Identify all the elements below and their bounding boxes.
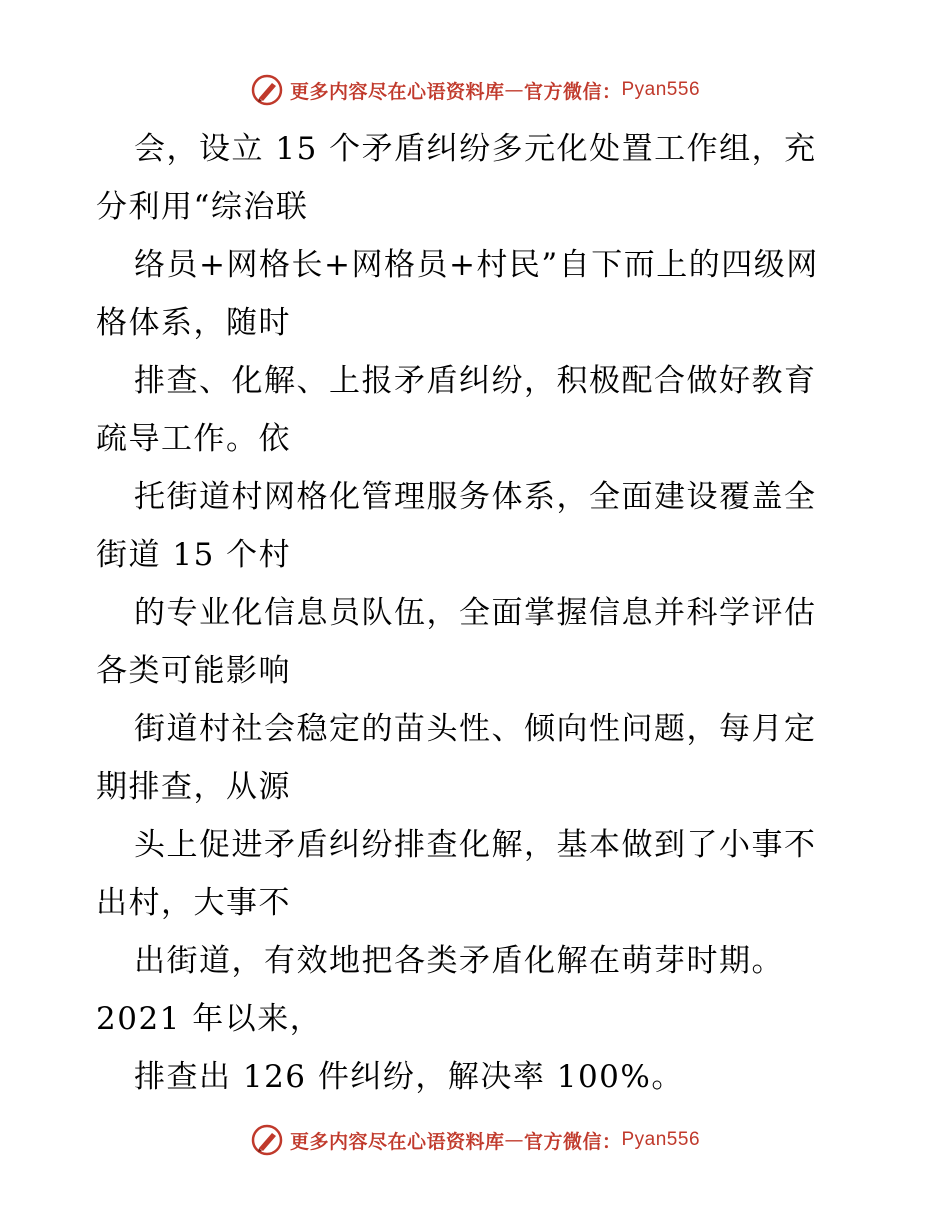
footer-banner-contact: 官方微信： bbox=[523, 1130, 622, 1153]
pen-logo-icon bbox=[250, 73, 284, 107]
text-line: 的专业化信息员队伍，全面掌握信息并科学评估 bbox=[134, 595, 817, 631]
text-line: 会，设立 15 个矛盾纠纷多元化处置工作组，充 bbox=[134, 131, 817, 167]
text-line: 出村，大事不 bbox=[96, 885, 291, 921]
text-line: 托街道村网格化管理服务体系，全面建设覆盖全 bbox=[134, 479, 817, 515]
footer-banner-separator: — bbox=[504, 1129, 524, 1151]
text-line: 疏导工作。依 bbox=[96, 421, 291, 457]
text-line: 头上促进矛盾纠纷排查化解，基本做到了小事不 bbox=[134, 827, 817, 863]
text-line: 络员+网格长+网格员+村民”自下而上的四级网 bbox=[134, 247, 819, 283]
header-banner-title: 更多内容尽在心语资料库 bbox=[289, 80, 505, 103]
text-line: 出街道，有效地把各类矛盾化解在萌芽时期。 bbox=[134, 943, 784, 979]
text-line: 街道 15 个村 bbox=[96, 537, 292, 573]
text-line: 排查出 126 件纠纷，解决率 100%。 bbox=[134, 1059, 684, 1095]
text-line: 分利用“综治联 bbox=[96, 189, 309, 225]
text-line: 2021 年以来， bbox=[96, 1001, 323, 1037]
text-line: 期排查，从源 bbox=[96, 769, 291, 805]
header-banner-separator: — bbox=[504, 79, 524, 101]
text-line: 各类可能影响 bbox=[96, 653, 291, 689]
header-banner-contact: 官方微信： bbox=[523, 80, 622, 103]
header-banner bbox=[0, 70, 950, 110]
footer-banner bbox=[0, 1120, 950, 1160]
text-line: 格体系，随时 bbox=[96, 305, 291, 341]
pen-logo-icon bbox=[250, 1123, 284, 1157]
text-line: 街道村社会稳定的苗头性、倾向性问题，每月定 bbox=[134, 711, 817, 747]
text-line: 排查、化解、上报矛盾纠纷，积极配合做好教育 bbox=[134, 363, 817, 399]
body-text bbox=[96, 120, 856, 1106]
header-banner-id: Pyan556 bbox=[621, 79, 701, 100]
footer-banner-id: Pyan556 bbox=[621, 1129, 701, 1150]
footer-banner-title: 更多内容尽在心语资料库 bbox=[289, 1130, 505, 1153]
